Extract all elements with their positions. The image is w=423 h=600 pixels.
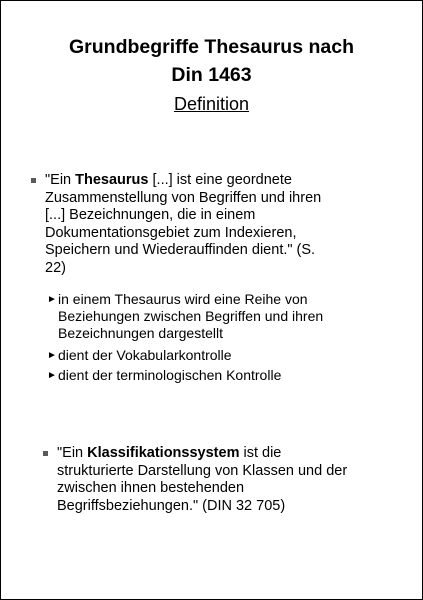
bullet-square-icon [31,178,36,183]
title-line-1: Grundbegriffe Thesaurus nach [69,36,354,58]
bullet1-line-3: [...] Bezeichnungen, die in einem [45,207,256,223]
title-line-2: Din 1463 [171,64,252,86]
bullet1-prefix: "Ein [45,172,76,188]
subbullet-relations-text [47,291,387,342]
subbullet-terminology [47,367,387,384]
bullet2-line-1 [57,445,413,463]
slide-title [1,33,422,89]
bullet2-line-3: zwischen ihnen bestehenden [57,480,245,496]
bullet-klassifikation [43,445,413,515]
subbullet-vocabulary [47,347,387,364]
bullet1-rest: [...] ist eine geordnete [148,172,292,188]
subbullet1-line-2: Beziehungen zwischen Begriffen und ihren [58,308,324,324]
bullet-thesaurus [31,172,391,277]
bullet1-line-1 [45,172,391,190]
bullet1-line-6: 22) [45,259,66,276]
slide-subtitle: Definition [173,94,250,114]
bullet-square-icon [43,451,48,456]
arrow-right-icon: ► [47,294,57,305]
bullet1-line-5: Speichern und Wiederauffinden dient." (S. [45,242,316,258]
subbullet2-line-1: dient der Vokabularkontrolle [58,347,232,363]
subbullet1-line-1: in einem Thesaurus wird eine Reihe von [58,291,308,307]
bullet2-line-2: strukturierte Darstellung von Klassen und der [57,462,348,479]
subbullet1-line-3: Bezeichnungen dargestellt [58,325,224,341]
bullet1-line-2: Zusammenstellung von Begriffen und ihren [45,189,322,206]
bullet1-line-4: Dokumentationsgebiet zum Indexieren, [45,224,297,241]
subbullet3-line-1: dient der terminologischen Kontrolle [58,367,282,383]
bullet2-prefix: "Ein [57,445,88,461]
bullet2-line-4: Begriffsbeziehungen." (DIN 32 705) [57,497,286,514]
bullet-thesaurus-text [31,172,391,277]
bullet-klassifikation-text [43,445,413,515]
bullet2-rest: ist die [239,445,282,461]
bullet2-term: Klassifikationssystem [87,445,240,461]
subbullet-relations [47,291,387,342]
bullet1-term: Thesaurus [75,172,149,188]
arrow-right-icon: ► [47,350,57,361]
arrow-right-icon: ► [47,370,57,381]
